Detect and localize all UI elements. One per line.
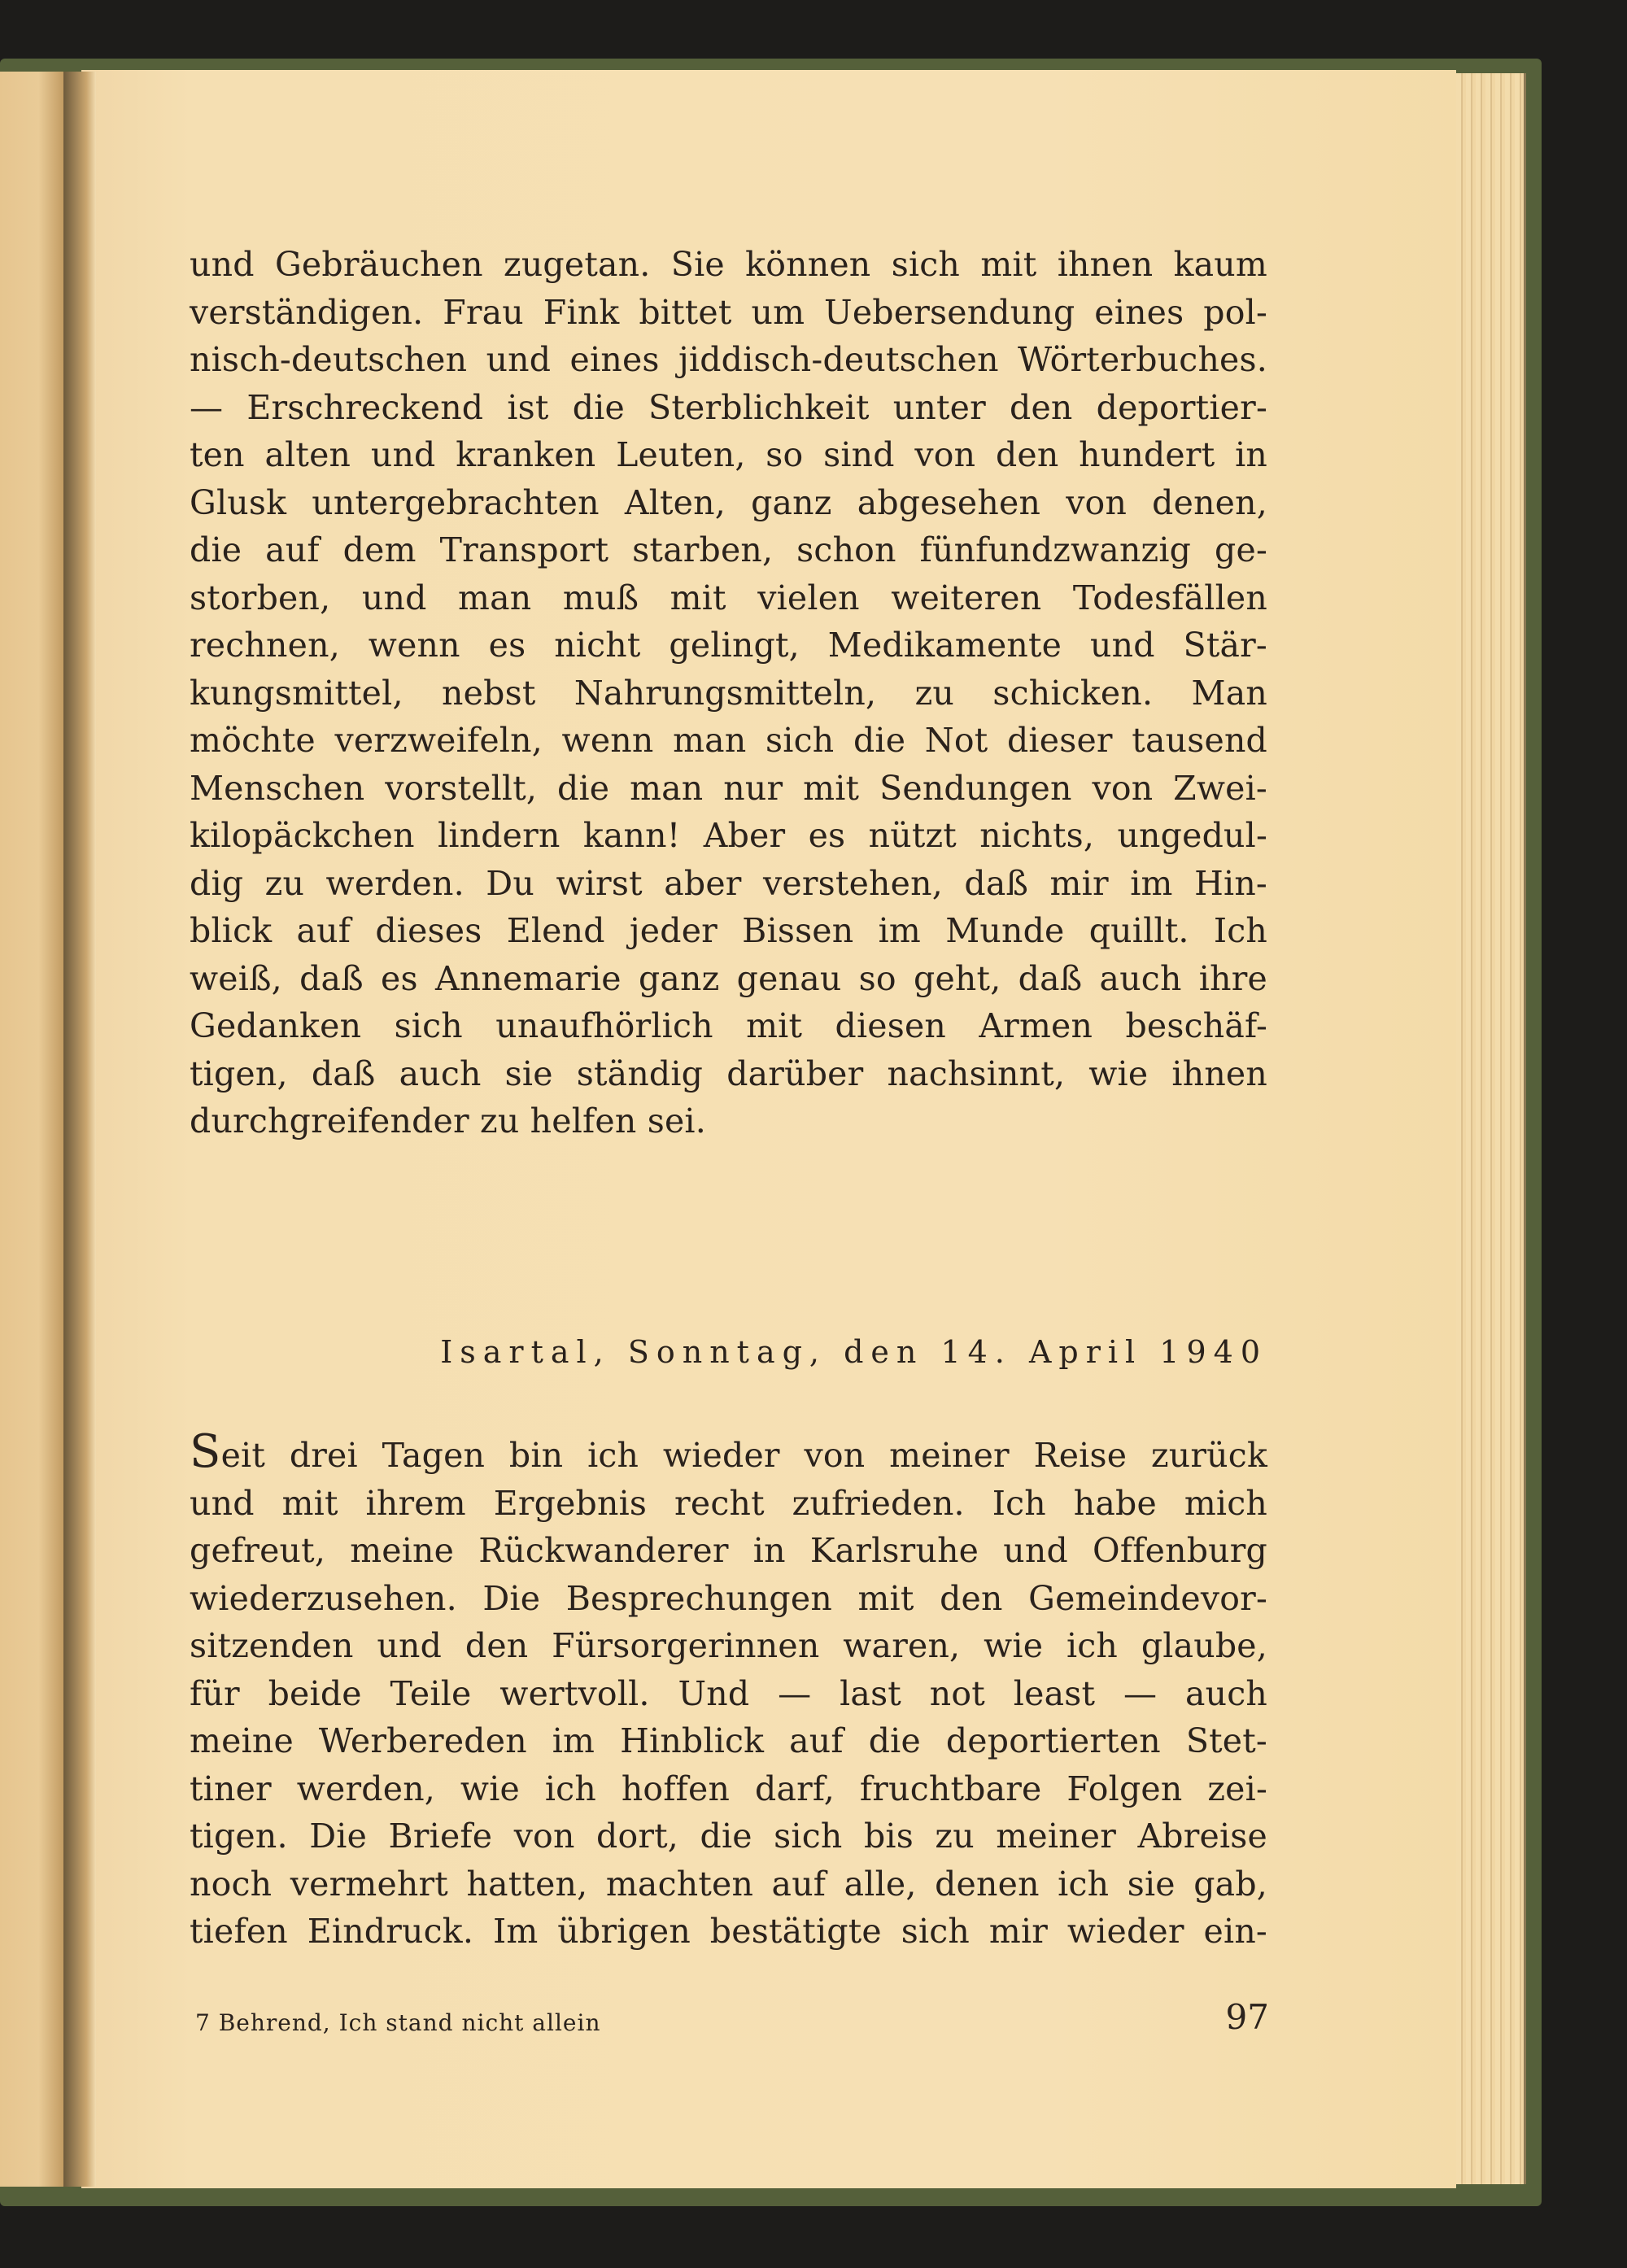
text-line: kungsmittel, nebst Nahrungsmitteln, zu schicken. Man — [190, 673, 1267, 713]
letter-dateline: Isartal, Sonntag, den 14. April 1940 — [440, 1334, 1267, 1370]
text-line: meine Werbereden im Hinblick auf die deportierten Stet- — [190, 1721, 1267, 1760]
text-line: und mit ihrem Ergebnis recht zufrieden. Ich habe mich — [190, 1483, 1267, 1523]
text-line: — Erschreckend ist die Sterblichkeit unter den deportier- — [190, 387, 1267, 427]
text-line: die auf dem Transport starben, schon fünfundzwanzig ge- — [190, 530, 1267, 569]
text-line: rechnen, wenn es nicht gelingt, Medikamente und Stär- — [190, 626, 1267, 665]
signature-mark: 7 Behrend, Ich stand nicht allein — [195, 2009, 601, 2036]
book-gutter — [63, 72, 96, 2187]
text-line: tigen, daß auch sie ständig darüber nachsinnt, wie ihnen — [190, 1053, 1267, 1093]
page-edges — [1446, 73, 1526, 2184]
drop-cap: S — [190, 1425, 221, 1478]
paragraph-2 — [190, 1425, 1267, 1956]
paragraph-1 — [190, 241, 1267, 1145]
text-line: tiefen Eindruck. Im übrigen bestätigte sich mir wieder ein- — [190, 1912, 1267, 1951]
text-line: Glusk untergebrachten Alten, ganz abgesehen von denen, — [190, 482, 1267, 522]
text-line: storben, und man muß mit vielen weiteren Todesfällen — [190, 578, 1267, 617]
text-line: noch vermehrt hatten, machten auf alle, denen ich sie gab, — [190, 1864, 1267, 1904]
facing-page-edge — [0, 72, 70, 2187]
text-line: für beide Teile wertvoll. Und — last not least — auch — [190, 1673, 1267, 1713]
page-number: 97 — [1225, 1997, 1269, 2037]
text-line-first — [190, 1425, 1267, 1480]
text-line: verständigen. Frau Fink bittet um Uebersendung eines pol- — [190, 292, 1267, 332]
text-line: Menschen vorstellt, die man nur mit Sendungen von Zwei- — [190, 768, 1267, 808]
text-line-rest: eit drei Tagen bin ich wieder von meiner Reise zurück — [220, 1436, 1267, 1475]
text-line: möchte verzweifeln, wenn man sich die Not dieser tausend — [190, 721, 1267, 760]
text-line: ten alten und kranken Leuten, so sind von den hundert in — [190, 435, 1267, 474]
text-line: blick auf dieses Elend jeder Bissen im Munde quillt. Ich — [190, 911, 1267, 950]
text-line: tigen. Die Briefe von dort, die sich bis zu meiner Abreise — [190, 1817, 1267, 1856]
text-line: Gedanken sich unaufhörlich mit diesen Armen beschäf- — [190, 1006, 1267, 1045]
text-line: gefreut, meine Rückwanderer in Karlsruhe und Offenburg — [190, 1531, 1267, 1570]
text-line: kilopäckchen lindern kann! Aber es nützt nichts, ungedul- — [190, 816, 1267, 855]
text-line: durchgreifender zu helfen sei. — [190, 1101, 706, 1141]
text-line: dig zu werden. Du wirst aber verstehen, daß mir im Hin- — [190, 863, 1267, 903]
text-line: wiederzusehen. Die Besprechungen mit den Gemeindevor- — [190, 1578, 1267, 1618]
text-line: nisch-deutschen und eines jiddisch-deutschen Wörterbuches. — [190, 340, 1267, 379]
text-line: tiner werden, wie ich hoffen darf, fruchtbare Folgen zei- — [190, 1769, 1267, 1808]
text-line: weiß, daß es Annemarie ganz genau so geht, daß auch ihre — [190, 958, 1267, 998]
text-line: und Gebräuchen zugetan. Sie können sich mit ihnen kaum — [190, 245, 1267, 284]
text-line: sitzenden und den Fürsorgerinnen waren, wie ich glaube, — [190, 1626, 1267, 1665]
